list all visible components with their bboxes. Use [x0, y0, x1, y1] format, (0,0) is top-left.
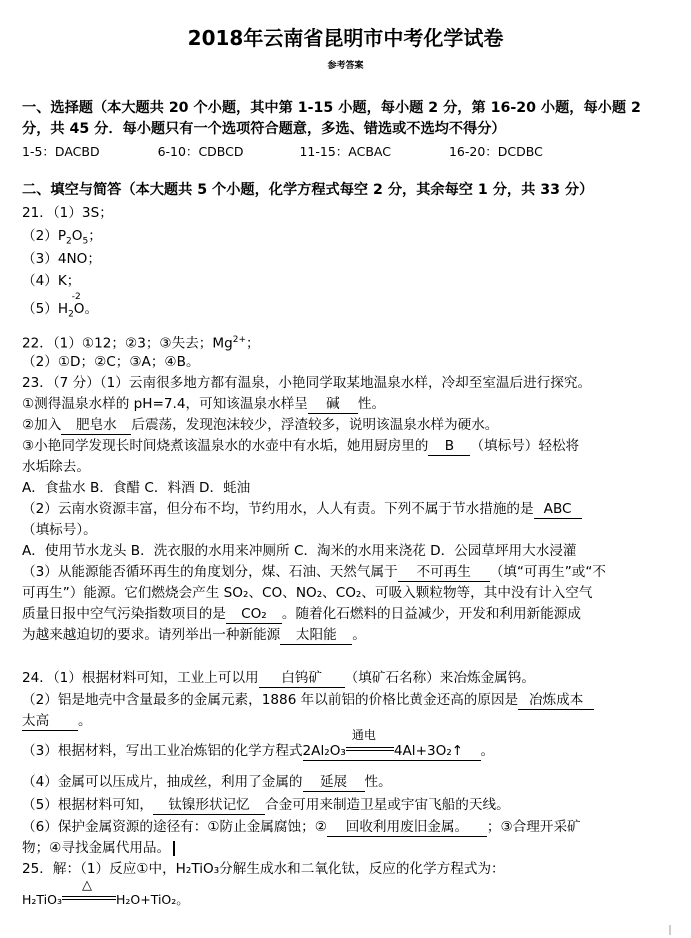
q23-line3: ②加入 肥皂水 后震荡，发现泡沫较少，浮渣较多，说明该温泉水样为硬水。: [22, 417, 499, 433]
q23-line12: 质量日报中空气污染指数项目的是 CO₂ 。随着化石燃料的日益减少，开发和利用新能源成: [22, 606, 581, 622]
answer-value: DCDBC: [497, 144, 543, 159]
q24-line5: （4）金属可以压成片，抽成丝，利用了金属的 延展 性。: [22, 774, 392, 790]
answer-range: 16-20：: [448, 144, 498, 159]
answer-range: 1-5：: [22, 144, 55, 159]
answer-range: 6-10：: [157, 144, 199, 159]
q24-line2: （2）铝是地壳中含量最多的金属元素，1886 年以前铝的价格比黄金还高的原因是 冶炼成本: [22, 690, 594, 710]
q21-line4: （4）K；: [22, 273, 81, 289]
q23-line9: A．使用节水龙头 B．洗衣服的水用来冲厕所 C．淘米的水用来浇花 D．公园草坪用大水浸灌: [22, 543, 577, 559]
section1-heading-line2: 分，共 45 分．每小题只有一个选项符合题意，多选、错选或不选均不得分）: [22, 121, 506, 137]
section2-heading: 二、填空与简答（本大题共 5 个小题，化学方程式每空 2 分，其余每空 1 分，共 33 分）: [22, 182, 594, 198]
answer-range: 11-15：: [299, 144, 349, 159]
q23-line1: 23．（7 分）（1）云南很多地方都有温泉，小艳同学取某地温泉水样，冷却至室温后进行探究。: [22, 375, 592, 391]
q23-line6: A．食盐水 B．食醋 C．料酒 D．蚝油: [22, 480, 251, 496]
answer-value: CDBCD: [198, 144, 244, 159]
q25-line2: H₂TiO₃ △ H₂O+TiO₂。: [22, 878, 189, 907]
q23-line11: 可再生”）能源。它们燃烧会产生 SO₂、CO、NO₂、CO₂、可吸入颗粒物等，其中没有计入空气: [22, 585, 593, 601]
q24-line4: （3）根据材料，写出工业冶炼铝的化学方程式2Al₂O₃ 通电 4Al+3O₂↑ 。: [22, 728, 495, 759]
q23-line5: 水垢除去。: [22, 459, 90, 475]
q23-line7: （2）云南水资源丰富，但分布不均，节约用水，人人有责。下列不属于节水措施的是 ABC: [22, 499, 582, 519]
answer-value: ACBAC: [348, 144, 391, 159]
q21-line2: $(2)P_2O_5$；: [22, 228, 102, 247]
q23-line2: ①测得温泉水样的 pH=7.4，可知该温泉水样呈 碱 性。: [22, 396, 386, 412]
q24-line3: 太高 。: [22, 713, 92, 729]
section1-answers: [22, 142, 543, 162]
q25-line1: 25．解：（1）反应①中，H₂TiO₃分解生成水和二氧化钛，反应的化学方程式为：: [22, 861, 505, 877]
answer-value: DACBD: [54, 144, 100, 159]
page-subtitle: 参考答案: [327, 61, 364, 71]
q24-line7: （6）保护金属资源的途径有：①防止金属腐蚀；② 回收利用废旧金属。 ；③合理开采矿: [22, 819, 581, 835]
q21-line1: 21．（1）3S；: [22, 205, 113, 221]
q23-line13: 为越来越迫切的要求。请列举出一种新能源 太阳能 。: [22, 627, 366, 643]
q24-line1: 24．（1）根据材料可知，工业上可以用 白钨矿 （填矿石名称）来冶炼金属钨。: [22, 670, 535, 686]
page-corner-mark: [669, 925, 679, 935]
q23-line10: （3）从能源能否循环再生的角度划分，煤、石油、天然气属于 不可再生 （填“可再生”或“不: [22, 564, 606, 580]
page-corner-mark: [10, 925, 20, 935]
section1-heading-line1: 一、选择题（本大题共 20 个小题，其中第 1-15 小题，每小题 2 分，第 16-20 小题，每小题 2: [22, 100, 641, 116]
q21-line3: （3）4NO；: [22, 251, 101, 267]
q22-line1: 22．（1）①12；②3；③失去；$Mg^{2+}$；: [22, 335, 260, 352]
q21-line5: $(5)H_2O$ -2 。: [22, 292, 99, 320]
q24-line8: 物；④寻找金属代用品。: [22, 838, 175, 858]
q23-line8: （填标号）。: [22, 522, 97, 538]
q22-line2: （2）①D；②C；③A；④B。: [22, 354, 200, 370]
page-title: 2018年云南省昆明市中考化学试卷: [187, 26, 504, 50]
text-cursor: [173, 841, 175, 856]
q23-line4: ③小艳同学发现长时间烧煮该温泉水的水壶中有水垢，她用厨房里的 B （填标号）轻松将: [22, 438, 580, 454]
q24-line6: （5）根据材料可知， 钛镍形状记忆 合金可用来制造卫星或宇宙飞船的天线。: [22, 797, 510, 813]
